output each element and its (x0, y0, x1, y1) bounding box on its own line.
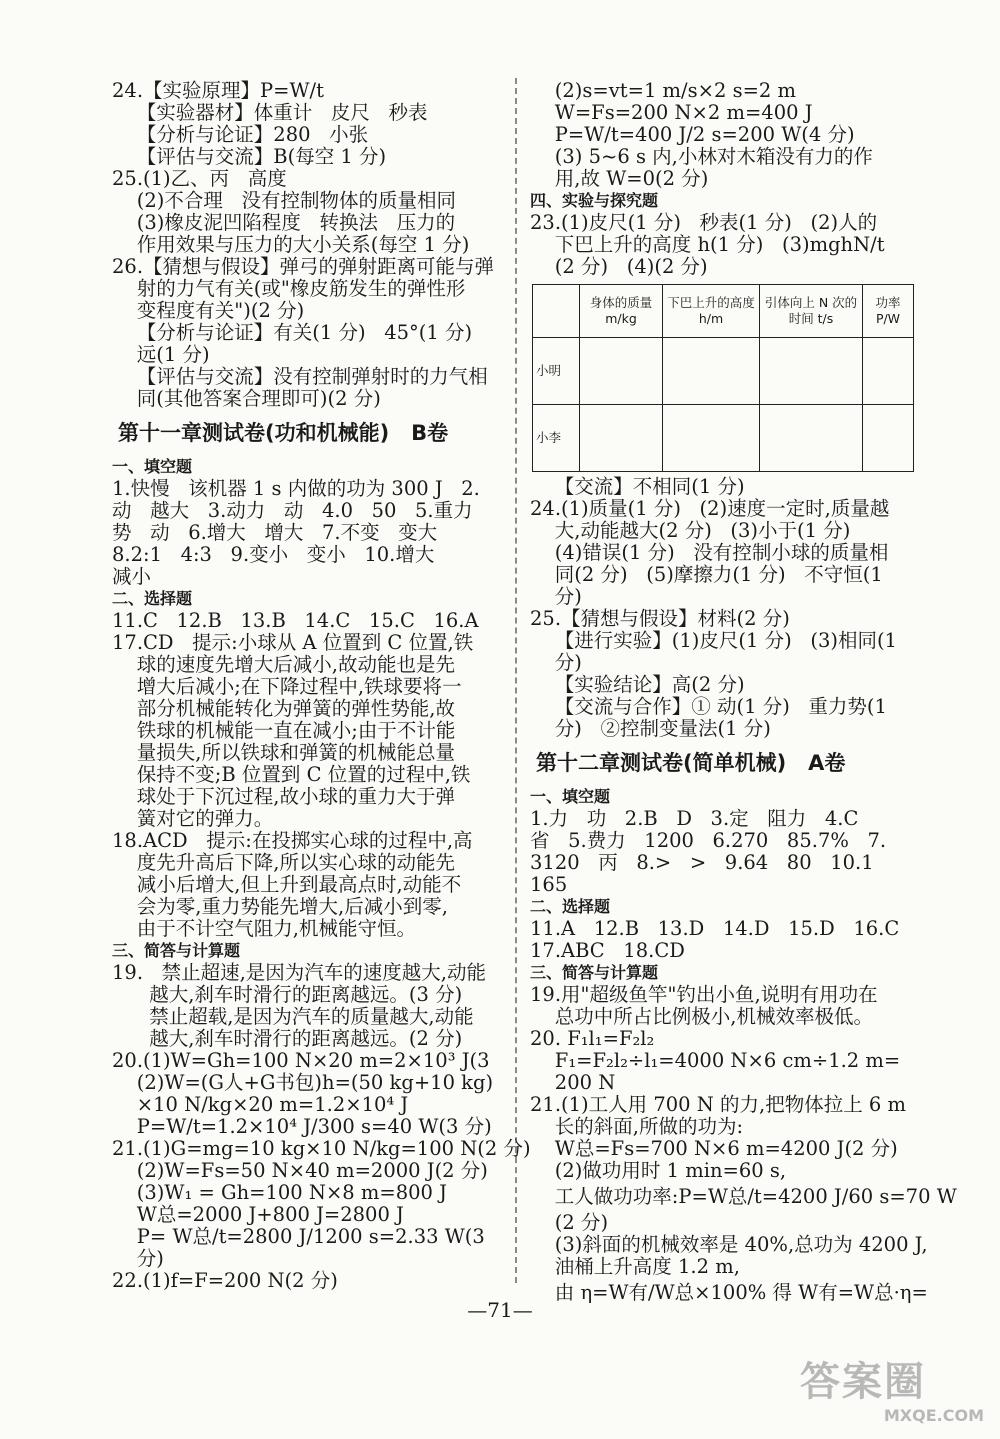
answer-line: 分) (530, 585, 582, 608)
answer-line: 会为零,重力势能先增大,后减小到零, (112, 895, 448, 918)
answer-line: 由于不计空气阻力,机械能守恒。 (112, 917, 416, 940)
answer-line: 越大,刹车时滑行的距离越远。(3 分) (112, 983, 463, 1006)
answer-line: 下巴上升的高度 h(1 分) (3)mghN/t (530, 233, 885, 256)
answer-line: F₁=F₂l₂÷l₁=4000 N×6 cm÷1.2 m= (530, 1049, 901, 1072)
answer-line: (2)做功用时 1 min=60 s, (530, 1159, 787, 1182)
experiment-record-table (532, 284, 914, 472)
answer-line: 分) ②控制变量法(1 分) (530, 717, 771, 740)
watermark-logo-text: 答案圈 (800, 1359, 926, 1405)
table-empty-cell (663, 338, 760, 405)
answer-line: 22.(1)f=F=200 N(2 分) (112, 1269, 338, 1292)
answer-line: 射的力气有关(或"橡皮筋发生的弹性形 (112, 277, 466, 300)
answer-line: (4)错误(1 分) 没有控制小球的质量相 (530, 541, 889, 564)
answer-line: 26.【猜想与假设】弹弓的弹射距离可能与弹 (112, 255, 495, 278)
answer-line: 总功中所占比例极小,机械效率极低。 (530, 1005, 873, 1028)
answer-line: 减小后增大,但上升到最高点时,动能不 (112, 873, 462, 896)
answer-line: 变程度有关")(2 分) (112, 299, 305, 322)
answer-line: 21.(1)G=mg=10 kg×10 N/kg=100 N(2 分) (112, 1137, 531, 1160)
table-empty-cell (760, 405, 863, 472)
table-empty-cell (580, 405, 663, 472)
answer-line: 1.快慢 该机器 1 s 内做的功为 300 J 2. (112, 477, 480, 500)
answer-line: 越大,刹车时滑行的距离越远。(2 分) (112, 1027, 463, 1050)
answer-line: 油桶上升高度 1.2 m, (530, 1255, 740, 1278)
section-heading: 四、实验与探究题 (530, 191, 659, 210)
section-heading: 三、简答与计算题 (530, 963, 659, 982)
answer-line: 量损失,所以铁球和弹簧的机械能总量 (112, 741, 455, 764)
section-heading: 二、选择题 (112, 589, 193, 608)
chapter-title: 第十二章测试卷(简单机械) A卷 (536, 751, 846, 775)
answer-line: (2)W=Fs=50 N×40 m=2000 J(2 分) (112, 1159, 488, 1182)
table-row (533, 405, 914, 472)
answer-line: W总=2000 J+800 J=2800 J (112, 1203, 404, 1226)
answer-line: 【评估与交流】B(每空 1 分) (112, 145, 387, 168)
section-heading: 三、简答与计算题 (112, 941, 241, 960)
answer-line: 作用效果与压力的大小关系(每空 1 分) (112, 233, 470, 256)
chapter-title: 第十一章测试卷(功和机械能) B卷 (118, 421, 449, 445)
answer-line: 11.C 12.B 13.B 14.C 15.C 16.A (112, 609, 479, 632)
answer-line: 17.ABC 18.CD (530, 939, 685, 962)
answer-line: 19. 禁止超速,是因为汽车的速度越大,动能 (112, 961, 487, 984)
column-divider (515, 78, 517, 1283)
answer-line: 25.【猜想与假设】材料(2 分) (530, 607, 790, 630)
answer-line: 11.A 12.B 13.D 14.D 15.D 16.C (530, 917, 900, 940)
table-header-cell: 身体的质量 m/kg (580, 285, 663, 338)
answer-line: 【实验器材】体重计 皮尺 秒表 (112, 101, 428, 124)
answer-line: 18.ACD 提示:在投掷实心球的过程中,高 (112, 829, 473, 852)
answer-line: 25.(1)乙、丙 高度 (112, 167, 287, 190)
answer-line: W=Fs=200 N×2 m=400 J (530, 101, 813, 124)
answer-line: 禁止超载,是因为汽车的质量越大,动能 (112, 1005, 474, 1028)
table-row-label: 小明 (533, 338, 580, 405)
table-empty-cell (863, 405, 914, 472)
answer-line: 动 越大 3.动力 动 4.0 50 5.重力 (112, 499, 473, 522)
answer-line: 24.(1)质量(1 分) (2)速度一定时,质量越 (530, 497, 890, 520)
answer-line: 【交流】不相同(1 分) (530, 475, 745, 498)
answer-line: 球处于下沉过程,故小球的重力大于弹 (112, 785, 455, 808)
answer-line: 【实验结论】高(2 分) (530, 673, 745, 696)
table-header-cell: 功率 P/W (863, 285, 914, 338)
left-column (112, 79, 531, 1292)
right-column-bottom (530, 475, 957, 1308)
answer-line: 23.(1)皮尺(1 分) 秒表(1 分) (2)人的 (530, 211, 878, 234)
page-number: —71— (467, 1298, 533, 1322)
answer-line: ×10 N/kg×20 m=1.2×10⁴ J (112, 1093, 409, 1116)
answer-line: 度先升高后下降,所以实心球的动能先 (112, 851, 455, 874)
watermark-url: MXQE.COM (883, 1406, 984, 1425)
table-empty-cell (580, 338, 663, 405)
answer-line: (2 分) (530, 1211, 609, 1234)
right-column-top (530, 80, 922, 278)
answer-line: 铁球的机械能一直在减小;由于不计能 (112, 719, 456, 742)
answer-line: 165 (530, 873, 568, 896)
answer-line: 分) (530, 651, 582, 674)
answer-line: 用,故 W=0(2 分) (530, 167, 709, 190)
answer-line: 17.CD 提示:小球从 A 位置到 C 位置,铁 (112, 631, 474, 654)
formula-line: 工人做功功率:P=W总/t=4200 J/60 s=70 W (530, 1185, 957, 1208)
table-empty-cell (663, 405, 760, 472)
answer-line: 省 5.费力 1200 6.270 85.7% 7. (530, 829, 887, 852)
answer-line: 8.2:1 4:3 9.变小 变小 10.增大 (112, 543, 435, 566)
answer-line: P= W总/t=2800 J/1200 s=2.33 W(3 (112, 1225, 485, 1248)
table-header-cell (533, 285, 580, 338)
answer-line: 球的速度先增大后减小,故动能也是先 (112, 653, 455, 676)
answer-line: P=W/t=1.2×10⁴ J/300 s=40 W(3 分) (112, 1115, 492, 1138)
answer-line: 20. F₁l₁=F₂l₂ (530, 1027, 655, 1050)
answer-line: 同(2 分) (5)摩擦力(1 分) 不守恒(1 (530, 563, 883, 586)
answer-line: 3120 丙 8.> > 9.64 80 10.1 (530, 851, 874, 874)
section-heading: 一、填空题 (112, 457, 193, 476)
section-heading: 一、填空题 (530, 787, 611, 806)
answer-line: (3)W₁ = Gh=100 N×8 m=800 J (112, 1181, 447, 1204)
table-empty-cell (863, 338, 914, 405)
answer-line: (3)斜面的机械效率是 40%,总功为 4200 J, (530, 1233, 928, 1256)
answer-line: 【评估与交流】没有控制弹射时的力气相 (112, 365, 488, 388)
answer-line: 同(其他答案合理即可)(2 分) (112, 387, 381, 410)
answer-line: 簧对它的弹力。 (112, 807, 274, 830)
table-row (533, 338, 914, 405)
table-header-cell: 引体向上 N 次的时间 t/s (760, 285, 863, 338)
answer-line: 19.用"超级鱼竿"钓出小鱼,说明有用功在 (530, 983, 878, 1006)
answer-line: W总=Fs=700 N×6 m=4200 J(2 分) (530, 1137, 898, 1160)
table-header-cell: 下巴上升的高度 h/m (663, 285, 760, 338)
answer-line: 【进行实验】(1)皮尺(1 分) (3)相同(1 (530, 629, 897, 652)
answer-line: (2)不合理 没有控制物体的质量相同 (112, 189, 457, 212)
answer-line: 【交流与合作】① 动(1 分) 重力势(1 (530, 695, 887, 718)
answer-line: (2)W=(G人+G书包)h=(50 kg+10 kg) (112, 1071, 494, 1094)
answer-line: 保持不变;B 位置到 C 位置的过程中,铁 (112, 763, 471, 786)
formula-line: 由 η=W有/W总×100% 得 W有=W总·η= (530, 1281, 928, 1304)
answer-line: 远(1 分) (112, 343, 210, 366)
answer-line: 1.力 功 2.B D 3.定 阻力 4.C (530, 807, 859, 830)
answer-line: 减小 (112, 565, 152, 588)
answer-line: 势 动 6.增大 增大 7.不变 变大 (112, 521, 438, 544)
answer-line: 大,动能越大(2 分) (3)小于(1 分) (530, 519, 851, 542)
answer-line: 分) (112, 1247, 164, 1270)
watermark-logo (800, 1360, 990, 1432)
answer-line: 21.(1)工人用 700 N 的力,把物体拉上 6 m (530, 1093, 907, 1116)
answer-line: 200 N (530, 1071, 616, 1094)
answer-line: 【分析与论证】有关(1 分) 45°(1 分) (112, 321, 473, 344)
answer-line: 24.【实验原理】P=W/t (112, 79, 324, 102)
table-empty-cell (760, 338, 863, 405)
answer-line: (3)橡皮泥凹陷程度 转换法 压力的 (112, 211, 456, 234)
section-heading: 二、选择题 (530, 897, 611, 916)
answer-line: (2)s=vt=1 m/s×2 s=2 m (530, 79, 797, 102)
answer-line: 20.(1)W=Gh=100 N×20 m=2×10³ J(3 (112, 1049, 490, 1072)
answer-line: (3) 5~6 s 内,小林对木箱没有力的作 (530, 145, 873, 168)
answer-line: 长的斜面,所做的功为: (530, 1115, 744, 1138)
answer-line: 增大后减小;在下降过程中,铁球要将一 (112, 675, 462, 698)
table-row-label: 小李 (533, 405, 580, 472)
right-column (530, 79, 957, 1308)
answer-line: 【分析与论证】280 小张 (112, 123, 369, 146)
answer-line: 部分机械能转化为弹簧的弹性势能,故 (112, 697, 455, 720)
answer-line: P=W/t=400 J/2 s=200 W(4 分) (530, 123, 855, 146)
answer-line: (2 分) (4)(2 分) (530, 255, 708, 278)
